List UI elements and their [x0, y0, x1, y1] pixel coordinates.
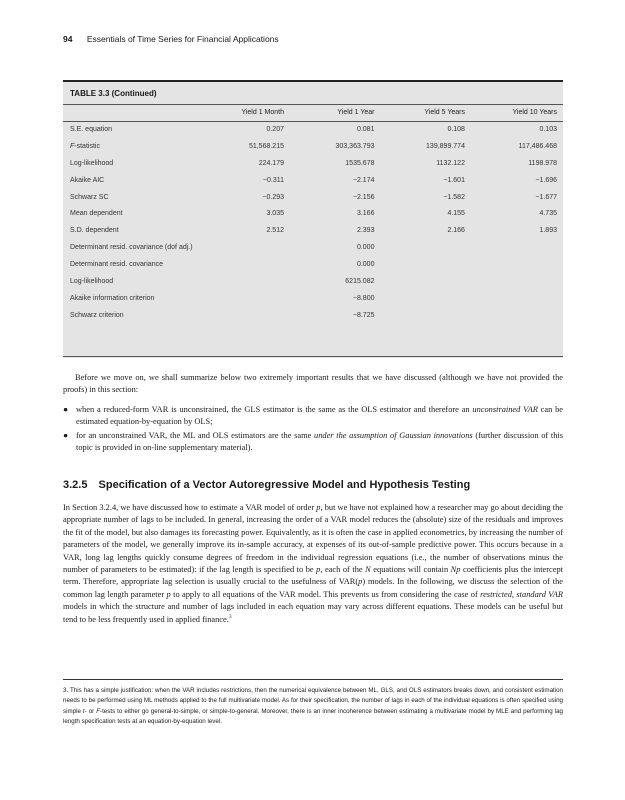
- table-cell: 51,568.215: [248, 142, 284, 150]
- table-row: [63, 155, 563, 172]
- body-paragraph: [63, 502, 563, 626]
- table-rule-bottom: [63, 356, 563, 357]
- table-row: [63, 205, 563, 222]
- table-cell: −1.677: [535, 193, 557, 201]
- body-text: models in which the structure and number of lags included in each equation may vary across different equations. These models can be useful but tend to be less frequently used in applied finance.: [63, 602, 563, 624]
- bullet-text: for an unconstrained VAR, the ML and OLS estimators are the same: [76, 431, 315, 440]
- body-italic: p: [316, 565, 321, 575]
- table-cell: 4.155: [447, 210, 465, 218]
- table-row: [63, 138, 563, 155]
- row-label: [63, 138, 204, 155]
- body-text: , each of the: [320, 565, 366, 575]
- section-number: 3.2.5: [63, 479, 88, 491]
- table-cell: −1.696: [535, 176, 557, 184]
- empty-cell: [204, 256, 291, 273]
- table-cell: 0.000: [356, 261, 375, 269]
- bullet-item: [63, 430, 563, 454]
- table-cell: 303,363.793: [335, 142, 375, 150]
- table-cell: −0.293: [262, 193, 284, 201]
- bullet-text: can be estimated equation-by-equation by OLS;: [76, 405, 563, 426]
- row-label: Log-likelihood: [70, 277, 114, 285]
- footnote-italic: F: [96, 707, 101, 715]
- summary-row: [63, 273, 563, 290]
- table-cell: 1198.978: [528, 159, 557, 167]
- results-table: [63, 104, 563, 324]
- results-table-box: [63, 80, 563, 358]
- table-cell: −0.311: [262, 176, 284, 184]
- results-bullet-list: [63, 404, 563, 456]
- empty-cell: [471, 256, 563, 273]
- table-cell: 3.166: [356, 210, 375, 218]
- footnote-marker[interactable]: 3: [228, 613, 232, 620]
- bullet-text: (further discussion of this topic is provided in on-line supplementary material).: [76, 431, 563, 452]
- summary-row: [63, 239, 563, 256]
- empty-cell: [471, 273, 563, 290]
- empty-cell: [204, 273, 291, 290]
- table-cell: 0.103: [539, 125, 557, 133]
- table-cell: 2.166: [447, 227, 465, 235]
- row-label: Schwarz criterion: [70, 311, 124, 319]
- column-header: Yield 1 Month: [241, 109, 284, 116]
- body-text: In Section 3.2.4, we have discussed how to estimate a VAR model of order: [63, 503, 317, 512]
- footnote: [63, 686, 563, 727]
- row-label: S.E. equation: [70, 125, 113, 133]
- table-cell: 224.179: [258, 159, 284, 167]
- bullet-text: when a reduced-form VAR is unconstrained, the GLS estimator is the same as the OLS estimator and therefore an: [76, 405, 473, 414]
- table-row: [63, 121, 563, 138]
- table-cell: −8.800: [352, 294, 375, 302]
- empty-cell: [471, 290, 563, 307]
- empty-cell: [380, 256, 470, 273]
- f-italic: F: [70, 142, 75, 150]
- footnote-rule: [63, 679, 563, 680]
- section-title: Specification of a Vector Autoregressive Model and Hypothesis Testing: [98, 479, 471, 491]
- table-cell: −8.725: [352, 311, 375, 319]
- footnote-italic: t: [82, 707, 85, 715]
- row-label: Mean dependent: [70, 210, 123, 218]
- footnote-text: 3. This has a simple justification: when the VAR includes restrictions, then the numerical equivalence between ML, GLS, and OLS estimators breaks down, and consistent estimation needs to be performed using ML methods applied to the full multivariate model. As for their specification, the number of lags in each of the individual equations is often specified using simple: [63, 687, 563, 715]
- body-text: coefficients plus the intercept term. Therefore, appropriate lag selection is usually crucial to the usefulness of VAR(: [63, 565, 563, 587]
- empty-cell: [471, 307, 563, 324]
- table-cell: −1.582: [443, 193, 465, 201]
- empty-cell: [380, 307, 470, 324]
- table-cell: 0.108: [447, 125, 465, 133]
- page-number: 94: [63, 34, 73, 44]
- summary-row: [63, 307, 563, 324]
- body-text: to apply to all equations of the VAR model. This prevents us from considering the case of: [170, 589, 481, 599]
- row-label-rest: -statistic: [74, 142, 100, 150]
- table-cell: 0.081: [356, 125, 375, 133]
- table-cell: 2.512: [266, 227, 284, 235]
- body-italic: N: [365, 565, 371, 575]
- empty-cell: [204, 239, 291, 256]
- table-cell: 117,486.468: [518, 142, 557, 150]
- row-label: Determinant resid. covariance: [70, 261, 163, 269]
- section-heading: [63, 479, 563, 491]
- empty-cell: [204, 290, 291, 307]
- running-title: Essentials of Time Series for Financial Applications: [86, 34, 279, 44]
- bullet-item: [63, 404, 563, 428]
- bullet-emphasis: under the assumption of Gaussian innovations: [314, 431, 473, 440]
- row-label: Akaike AIC: [70, 176, 105, 184]
- summary-row: [63, 290, 563, 307]
- body-text: ) models. In the following, we discuss the selection of the common lag length parameter: [63, 577, 563, 599]
- row-label: Determinant resid. covariance (dof adj.): [70, 244, 193, 252]
- intro-text: [63, 372, 563, 396]
- intro-paragraph: Before we move on, we shall summarize below two extremely important results that we have discussed (although we have not provided the proofs) in this section:: [63, 373, 563, 394]
- body-italic: Np: [450, 565, 461, 575]
- table-cell: −1.601: [443, 176, 465, 184]
- body-italic: restricted, standard VAR: [480, 589, 564, 599]
- table-cell: 0.207: [266, 125, 284, 133]
- bullet-icon: ●: [63, 405, 69, 414]
- table-cell: 2.393: [356, 227, 375, 235]
- empty-cell: [380, 239, 470, 256]
- table-row: [63, 189, 563, 206]
- corner-header: [63, 104, 204, 121]
- table-cell: 139,899.774: [426, 142, 465, 150]
- row-label: Log-likelihood: [70, 159, 114, 167]
- table-cell: 6215.082: [345, 277, 375, 285]
- table-cell: 1132.122: [436, 159, 465, 167]
- table-row: [63, 222, 563, 239]
- table-cell: 1535.678: [345, 159, 375, 167]
- table-cell: 1.893: [539, 227, 557, 235]
- column-header: Yield 10 Years: [512, 109, 557, 116]
- row-label: Akaike information criterion: [70, 294, 155, 302]
- footnote-text: - or: [84, 707, 97, 715]
- column-header: Yield 5 Years: [424, 109, 465, 116]
- footnote-text: -tests to either go general-to-simple, or simple-to-general. Moreover, there is an inner incoherence between estimating a multivariate model by MLE and performing lag length specification tests at an equation-by-equation level.: [63, 707, 563, 725]
- table-cell: 4.735: [539, 210, 557, 218]
- table-row: [63, 172, 563, 189]
- body-text: equations will contain: [370, 565, 451, 575]
- row-label: Schwarz SC: [70, 193, 109, 201]
- body-italic: p: [316, 503, 321, 512]
- table-cell: 0.000: [356, 244, 375, 252]
- table-cell: 3.035: [266, 210, 284, 218]
- empty-cell: [204, 307, 291, 324]
- bullet-emphasis: unconstrained VAR: [472, 405, 538, 414]
- table-caption: TABLE 3.3 (Continued): [70, 89, 157, 98]
- body-italic: p: [358, 577, 363, 587]
- empty-cell: [380, 290, 470, 307]
- table-header-row: [63, 104, 563, 121]
- row-label: S.D. dependent: [70, 227, 119, 235]
- empty-cell: [471, 239, 563, 256]
- body-text: , but we have not explained how a researcher may go about deciding the appropriate number of lags to be included. In general, increasing the order of a VAR model reduces the (absolute) size of the residuals and improves the fit of the model, but also damages its forecasting power. Equivalently, as it is often the case in applied econometrics, by increasing the number of parameters of the model, we generally improve its in-sample accuracy, at expenses of its out-of-sample predictive power. This occurs because in a VAR, long lag lengths quickly consume degrees of freedom in the individual regression equations (i.e., the number of observations minus the number of parameters to be estimated): if the lag length is specified to be: [63, 503, 563, 575]
- body-italic: p: [166, 589, 171, 599]
- column-header: Yield 1 Year: [337, 109, 375, 116]
- summary-row: [63, 256, 563, 273]
- empty-cell: [380, 273, 470, 290]
- bullet-icon: ●: [63, 431, 69, 440]
- running-header: [63, 34, 279, 44]
- table-cell: −2.174: [352, 176, 375, 184]
- table-cell: −2.156: [352, 193, 375, 201]
